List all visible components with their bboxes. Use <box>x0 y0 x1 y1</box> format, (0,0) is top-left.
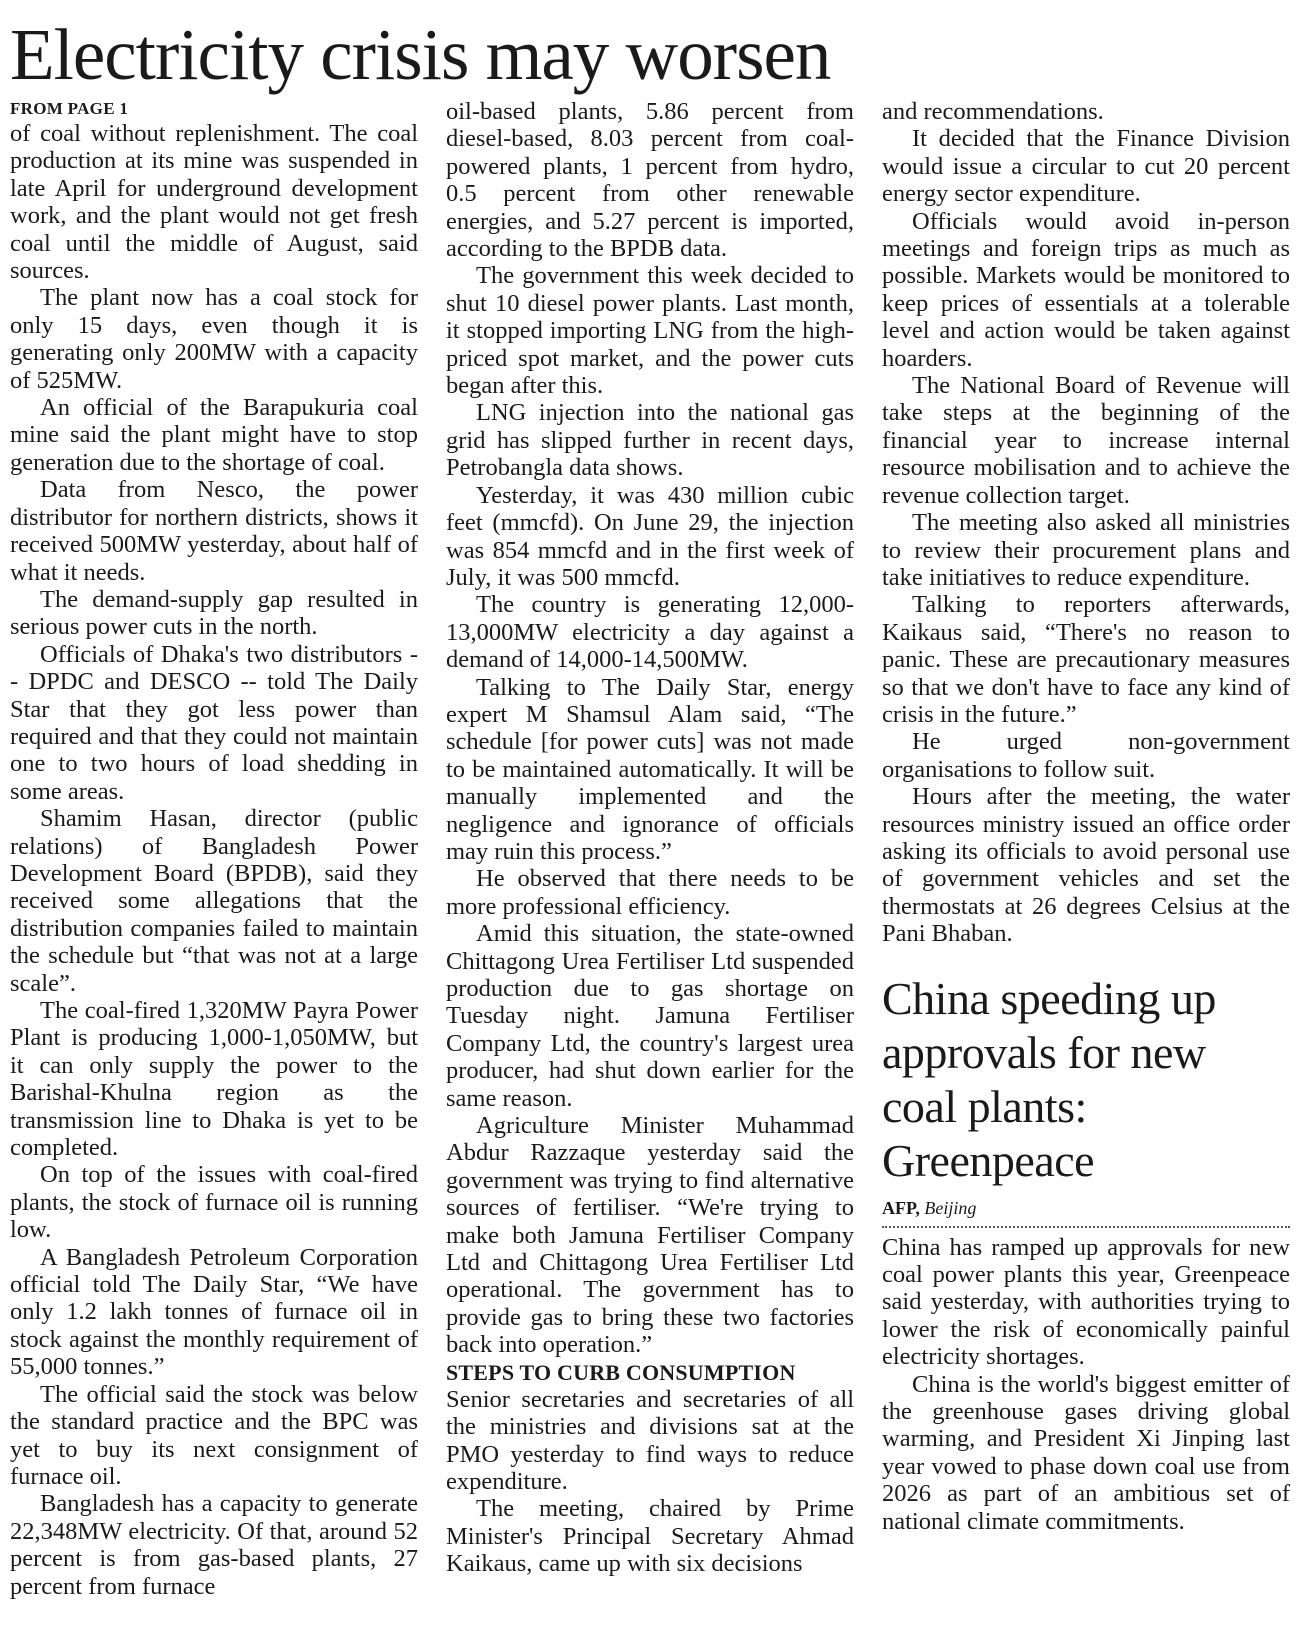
section-subhead: STEPS TO CURB CONSUMPTION <box>446 1359 796 1385</box>
main-headline: Electricity crisis may worsen <box>10 14 831 95</box>
paragraph: A Bangladesh Petroleum Corporation official told The Daily Star, “We have only 1.2 lakh tonnes of furnace oil in stock against the monthly requirement of 55,000 tonnes.” <box>10 1243 418 1381</box>
paragraph: It decided that the Finance Division would issue a circular to cut 20 percent energy sector expenditure. <box>882 125 1290 208</box>
paragraph: The government this week decided to shut 10 diesel power plants. Last month, it stopped importing LNG from the high-priced spot market, and the power cuts began after this. <box>446 262 854 400</box>
paragraph: The official said the stock was below the standard practice and the BPC was yet to buy its next consignment of furnace oil. <box>10 1380 418 1490</box>
paragraph: Senior secretaries and secretaries of all the ministries and divisions sat at the PMO yesterday to find ways to reduce expenditure. <box>446 1385 854 1495</box>
paragraph: The meeting also asked all ministries to review their procurement plans and take initiatives to reduce expenditure. <box>882 509 1290 591</box>
paragraph: Officials of Dhaka's two distributors -- DPDC and DESCO -- told The Daily Star that they got less power than required and that they could not maintain one to two hours of load shedding in some areas. <box>10 640 418 805</box>
paragraph: He urged non-government organisations to follow suit. <box>882 728 1290 783</box>
paragraph: Talking to The Daily Star, energy expert M Shamsul Alam said, “The schedule [for power cuts] was not made to be maintained automatically. It will be manually implemented and the negligence and ignorance of officials may ruin this process.” <box>446 673 854 865</box>
kicker: FROM PAGE 1 <box>10 99 129 118</box>
paragraph: Agriculture Minister Muhammad Abdur Razzaque yesterday said the government was trying to find alternative sources of fertiliser. “We're trying to make both Jamuna Fertiliser Company Ltd and Chittagong Urea Fertiliser Ltd operational. The government has to provide gas to bring these two factories back into operation.” <box>446 1112 854 1359</box>
column-1 <box>10 98 418 1600</box>
paragraph: The demand-supply gap resulted in serious power cuts in the north. <box>10 585 418 641</box>
paragraph: oil-based plants, 5.86 percent from diesel-based, 8.03 percent from coal-powered plants, 1 percent from hydro, 0.5 percent from other renewable energies, and 5.27 percent is imported, according to the BPDB data. <box>446 98 854 263</box>
paragraph: He observed that there needs to be more professional efficiency. <box>446 865 854 920</box>
paragraph: Data from Nesco, the power distributor for northern districts, shows it received 500MW yesterday, about half of what it needs. <box>10 476 418 586</box>
paragraph: Hours after the meeting, the water resources ministry issued an office order asking its officials to avoid personal use of government vehicles and set the thermostats at 26 degrees Celsius at the Pani Bhaban. <box>882 783 1290 948</box>
story2-dateline <box>882 1196 1290 1228</box>
paragraph: China has ramped up approvals for new coal power plants this year, Greenpeace said yesterday, with authorities trying to lower the risk of economically painful electricity shortages. <box>882 1233 1290 1371</box>
paragraph: The coal-fired 1,320MW Payra Power Plant is producing 1,000-1,050MW, but it can only supply the power to the Barishal-Khulna region as the transmission line to Dhaka is yet to be completed. <box>10 997 418 1162</box>
paragraph: An official of the Barapukuria coal mine said the plant might have to stop generation due to the shortage of coal. <box>10 394 418 476</box>
story2-headline: China speeding up approvals for new coal plants: Greenpeace <box>882 972 1216 1186</box>
dateline-source: AFP, <box>882 1197 920 1218</box>
paragraph: Yesterday, it was 430 million cubic feet (mmcfd). On June 29, the injection was 854 mmcfd and in the first week of July, it was 500 mmcfd. <box>446 481 854 591</box>
paragraph: LNG injection into the national gas grid has slipped further in recent days, Petrobangla data shows. <box>446 399 854 482</box>
paragraph: The plant now has a coal stock for only 15 days, even though it is generating only 200MW with a capacity of 525MW. <box>10 284 418 394</box>
paragraph: The country is generating 12,000-13,000MW electricity a day against a demand of 14,000-14,500MW. <box>446 591 854 674</box>
paragraph: On top of the issues with coal-fired plants, the stock of furnace oil is running low. <box>10 1161 418 1244</box>
column-3 <box>882 98 1290 1535</box>
paragraph: Amid this situation, the state-owned Chittagong Urea Fertiliser Ltd suspended production due to gas shortage on Tuesday night. Jamuna Fertiliser Company Ltd, the country's largest urea producer, had shut down earlier for the same reason. <box>446 920 854 1112</box>
paragraph: of coal without replenishment. The coal production at its mine was suspended in late April for underground development work, and the plant would not get fresh coal until the middle of August, said sources. <box>10 120 418 285</box>
paragraph: China is the world's biggest emitter of the greenhouse gases driving global warming, and President Xi Jinping last year vowed to phase down coal use from 2026 as part of an ambitious set of national climate commitments. <box>882 1370 1290 1535</box>
paragraph: The meeting, chaired by Prime Minister's Principal Secretary Ahmad Kaikaus, came up with six decisions <box>446 1495 854 1578</box>
paragraph: and recommendations. <box>882 98 1104 125</box>
paragraph: The National Board of Revenue will take steps at the beginning of the financial year to increase internal resource mobilisation and to achieve the revenue collection target. <box>882 372 1290 509</box>
dateline-location: Beijing <box>924 1197 977 1218</box>
column-2 <box>446 98 854 1578</box>
paragraph: Talking to reporters afterwards, Kaikaus said, “There's no reason to panic. These are precautionary measures so that we don't have to face any kind of crisis in the future.” <box>882 591 1290 728</box>
paragraph: Bangladesh has a capacity to generate 22,348MW electricity. Of that, around 52 percent is from gas-based plants, 27 percent from furnace <box>10 1490 418 1600</box>
paragraph: Officials would avoid in-person meetings and foreign trips as much as possible. Markets would be monitored to keep prices of essentials at a tolerable level and action would be taken against hoarders. <box>882 207 1290 372</box>
paragraph: Shamim Hasan, director (public relations) of Bangladesh Power Development Board (BPDB), said they received some allegations that the distribution companies failed to maintain the schedule but “that was not at a large scale”. <box>10 805 418 997</box>
